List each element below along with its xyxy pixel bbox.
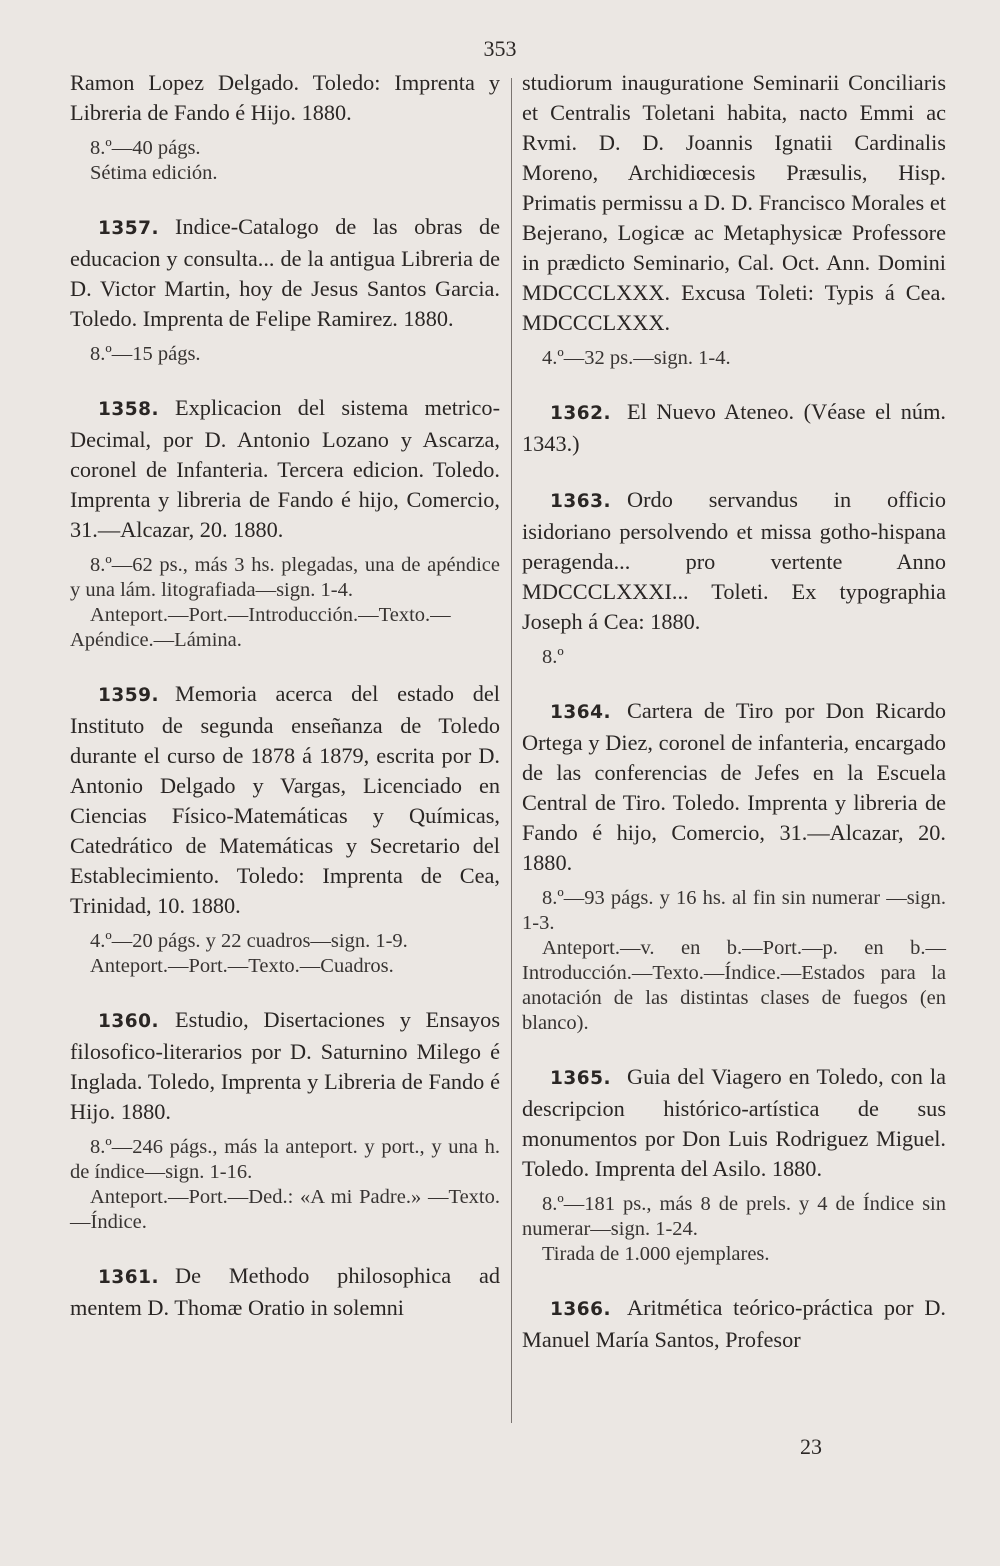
entry-description: Anteport.—Port.—Introducción.—Texto.—Apéndice.—Lámina. [70,604,451,651]
catalog-entry [70,212,500,367]
catalog-entry [522,1062,946,1267]
entry-title-text: De Methodo philosophica ad mentem D. Thomæ Oratio in solemni [70,1263,500,1320]
entry-title-text: Ramon Lopez Delgado. Toledo: Imprenta y Libreria de Fando é Hijo. 1880. [70,70,500,125]
entry-description: Anteport.—Port.—Texto.—Cuadros. [90,955,394,977]
entry-number: 1358. [98,399,160,420]
catalog-entry [522,397,946,459]
catalog-entry [70,679,500,979]
entry-title [70,1261,500,1323]
right-column [522,68,946,1355]
catalog-entry [70,1261,500,1323]
entry-title [522,1293,946,1355]
entry-title [70,393,500,545]
entry-number: 1364. [550,702,612,723]
entry-description: 8.º—181 ps., más 8 de prels. y 4 de Índice sin numerar—sign. 1-24. [522,1193,946,1240]
entry-title-text: Guia del Viagero en Toledo, con la descripcion histórico-artística de sus monumentos por Don Luis Rodriguez Miguel. Toledo. Imprenta del Asilo. 1880. [522,1064,946,1181]
column-divider [511,78,512,1423]
entry-number: 1365. [550,1068,612,1089]
entry-number: 1360. [98,1011,160,1032]
entry-description: 8.º—40 págs. [90,137,201,159]
entry-title [522,485,946,637]
entry-title [70,68,500,128]
entry-description: Anteport.—v. en b.—Port.—p. en b.—Introducción.—Texto.—Índice.—Estados para la anotación de las distintas clases de fuegos (en blanco). [522,937,946,1034]
entry-description: Tirada de 1.000 ejemplares. [542,1243,770,1265]
entry-description: 4.º—20 págs. y 22 cuadros—sign. 1-9. [90,930,408,952]
entry-title-text: Ordo servandus in officio isidoriano persolvendo et missa gotho-hispana peragenda... pro vertente Anno MDCCCLXXXI... Toleti. Ex typographia Joseph á Cea: 1880. [522,487,946,634]
entry-description: 8.º—93 págs. y 16 hs. al fin sin numerar —sign. 1-3. [522,887,946,934]
catalog-entry [70,393,500,653]
entry-title [522,397,946,459]
entry-title-text: Indice-Catalogo de las obras de educacion y consulta... de la antigua Libreria de D. Victor Martin, hoy de Jesus Santos Garcia. Toledo. Imprenta de Felipe Ramirez. 1880. [70,214,500,331]
entry-title-text: Memoria acerca del estado del Instituto de segunda enseñanza de Toledo durante el curso de 1878 á 1879, escrita por D. Antonio Delgado y Vargas, Licenciado en Ciencias Físico-Matemáticas y Químicas, Catedrático de Matemáticas y Secretario del Establecimiento. Toledo: Imprenta de Cea, Trinidad, 10. 1880. [70,681,500,918]
entry-number: 1361. [98,1267,160,1288]
entry-number: 1366. [550,1299,612,1320]
entry-title [70,1005,500,1127]
left-column [70,68,500,1323]
entry-description: Sétima edición. [90,162,218,184]
entry-description: Anteport.—Port.—Ded.: «A mi Padre.» —Texto.—Índice. [70,1186,500,1233]
entry-description: 8.º—62 ps., más 3 hs. plegadas, una de apéndice y una lám. litografiada—sign. 1-4. [70,554,500,601]
entry-title-text: Explicacion del sistema metrico-Decimal, por D. Antonio Lozano y Ascarza, coronel de Infanteria. Tercera edicion. Toledo. Imprenta y libreria de Fando é hijo, Comercio, 31.—Alcazar, 20. 1880. [70,395,500,542]
catalog-entry [70,68,500,186]
entry-title [522,1062,946,1184]
entry-description: 8.º—246 págs., más la anteport. y port., y una h. de índice—sign. 1-16. [70,1136,500,1183]
entry-number: 1359. [98,685,160,706]
entry-title [70,212,500,334]
entry-title-text: Cartera de Tiro por Don Ricardo Ortega y Diez, coronel de infanteria, encargado de las conferencias de Jefes en la Escuela Central de Tiro. Toledo. Imprenta y libreria de Fando é hijo, Comercio, 31.—Alcazar, 20. 1880. [522,698,946,875]
page-number: 353 [483,36,517,61]
entry-title [522,696,946,878]
entry-description: 8.º [542,646,564,668]
entry-title [522,68,946,338]
entry-number: 1362. [550,403,612,424]
signature-mark: 23 [800,1434,822,1459]
catalog-entry [522,1293,946,1355]
entry-description: 8.º—15 págs. [90,343,201,365]
entry-title-text: El Nuevo Ateneo. (Véase el núm. 1343.) [522,399,946,456]
entry-number: 1363. [550,491,612,512]
entry-description: 4.º—32 ps.—sign. 1-4. [542,347,731,369]
entry-title-text: Aritmética teórico-práctica por D. Manuel María Santos, Profesor [522,1295,946,1352]
catalog-entry [70,1005,500,1235]
catalog-entry [522,68,946,371]
entry-title [70,679,500,921]
entry-title-text: Estudio, Disertaciones y Ensayos filosofico-literarios por D. Saturnino Milego é Inglada. Toledo, Imprenta y Libreria de Fando é Hijo. 1880. [70,1007,500,1124]
entry-title-text: studiorum inauguratione Seminarii Conciliaris et Centralis Toletani habita, nacto Emmi ac Rvmi. D. D. Joannis Ignatii Cardinalis Moreno, Archidiœcesis Præsulis, Hisp. Primatis permissu a D. D. Francisco Morales et Bejerano, Logicæ ac Metaphysicæ Professore in prædicto Seminario, Cal. Oct. Ann. Domini MDCCCLXXX. Excusa Toleti: Typis á Cea. MDCCCLXXX. [522,70,946,335]
entry-number: 1357. [98,218,160,239]
catalog-entry [522,485,946,670]
catalog-entry [522,696,946,1036]
